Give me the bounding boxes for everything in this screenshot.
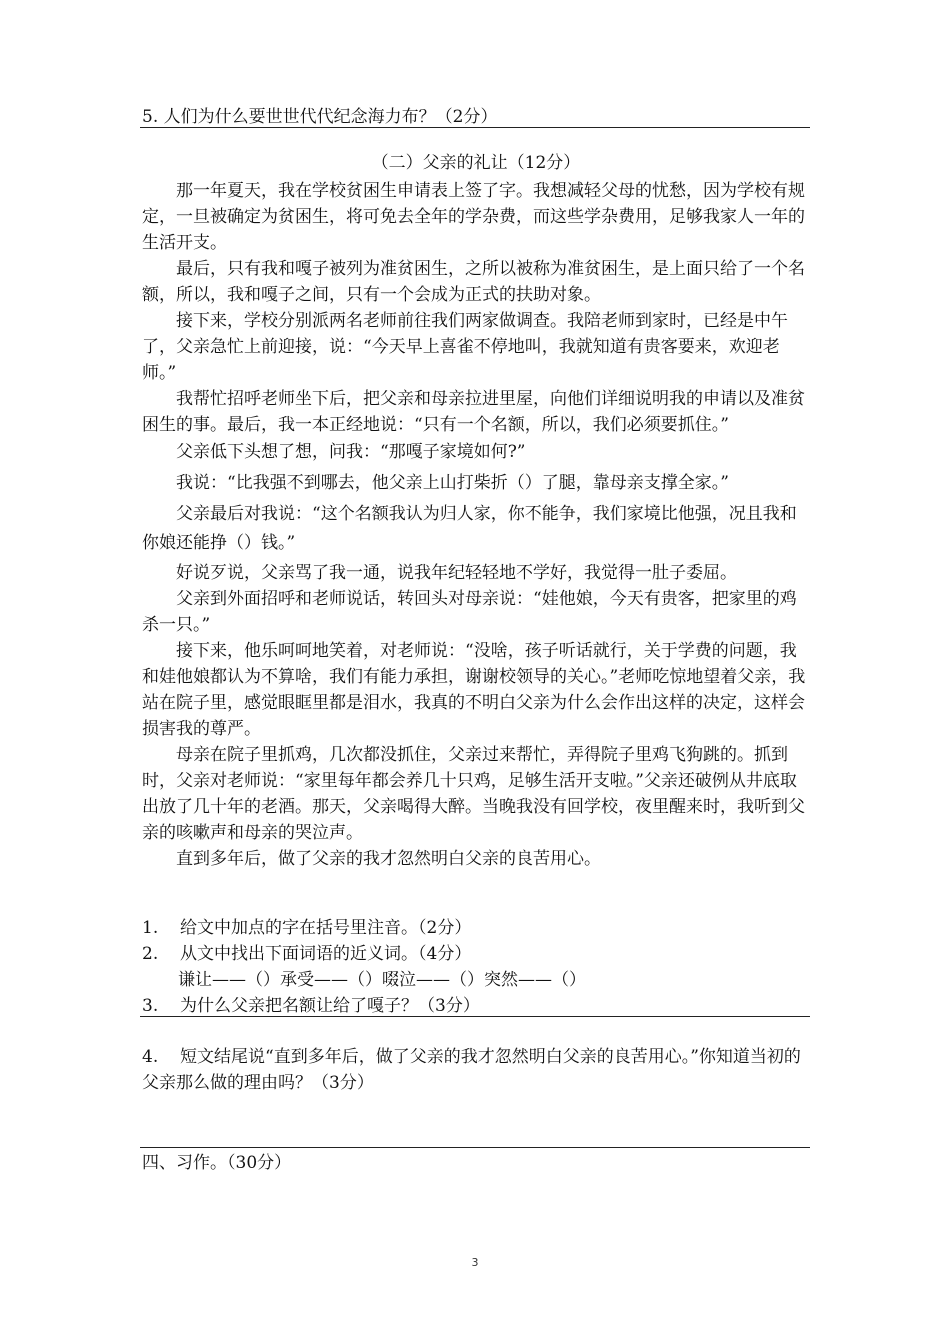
answer-line (140, 1016, 810, 1017)
question-text: 为什么父亲把名额让给了嘎子？（3分） (180, 996, 480, 1016)
passage-body (142, 178, 810, 872)
answer-line (140, 1147, 810, 1148)
paragraph: 我说：“比我强不到哪去，他父亲上山打柴折（）了腿，靠母亲支撑全家。” (176, 473, 729, 493)
paragraph: 那一年夏天，我在学校贫困生申请表上签了字。我想减轻父母的忧愁，因为学校有规定，一旦被确定为贫困生，将可免去全年的学杂费，而这些学杂费用，足够我家人一年的生活开支。 (142, 181, 805, 253)
answer-line (140, 127, 810, 128)
question-number: 1. (142, 918, 159, 938)
question-1 (142, 915, 810, 941)
paragraph: 直到多年后，做了父亲的我才忽然明白父亲的良苦用心。 (176, 849, 601, 869)
synonym-blanks: 谦让——（）承受——（）啜泣——（）突然——（） (178, 970, 586, 990)
part-4-heading: 四、习作。（30分） (142, 1153, 292, 1173)
paragraph: 母亲在院子里抓鸡，几次都没抓住，父亲过来帮忙，弄得院子里鸡飞狗跳的。抓到时，父亲对老师说：“家里每年都会养几十只鸡，足够生活开支啦。”父亲还破例从井底取出放了几十年的老酒。那天，父亲喝得大醉。当晚我没有回学校，夜里醒来时，我听到父亲的咳嗽声和母亲的哭泣声。 (142, 745, 805, 843)
question-number: 2. (142, 944, 159, 964)
question-5: 5. 人们为什么要世世代代纪念海力布？（2分） (142, 107, 498, 127)
question-text: 给文中加点的字在括号里注音。（2分） (180, 918, 472, 938)
question-text: 从文中找出下面词语的近义词。（4分） (180, 944, 472, 964)
paragraph: 父亲到外面招呼和老师说话，转回头对母亲说：“娃他娘，今天有贵客，把家里的鸡杀一只。” (142, 589, 797, 635)
paragraph: 接下来，他乐呵呵地笑着，对老师说：“没啥，孩子听话就行，关于学费的问题，我和娃他娘都认为不算啥，我们有能力承担，谢谢校领导的关心。”老师吃惊地望着父亲，我站在院子里，感觉眼眶里都是泪水，我真的不明白父亲为什么会作出这样的决定，这样会损害我的尊严。 (142, 641, 806, 739)
question-2 (142, 941, 810, 967)
paragraph: 父亲最后对我说：“这个名额我认为归人家，你不能争，我们家境比他强，况且我和你娘还能挣（）钱。” (142, 504, 797, 553)
section-title: （二）父亲的礼让（12分） (371, 153, 581, 173)
page-number: 3 (471, 1256, 479, 1269)
paragraph: 好说歹说，父亲骂了我一通，说我年纪轻轻地不学好，我觉得一肚子委屈。 (176, 563, 737, 583)
paragraph: 最后，只有我和嘎子被列为准贫困生，之所以被称为准贫困生，是上面只给了一个名额，所以，我和嘎子之间，只有一个会成为正式的扶助对象。 (142, 259, 805, 305)
paragraph: 接下来，学校分别派两名老师前往我们两家做调查。我陪老师到家时，已经是中午了，父亲急忙上前迎接，说：“今天早上喜雀不停地叫，我就知道有贵客要来，欢迎老师。” (142, 311, 788, 383)
question-number: 4. (142, 1047, 159, 1067)
questions-block (142, 915, 810, 1019)
question-number: 3. (142, 996, 159, 1016)
paragraph: 我帮忙招呼老师坐下后，把父亲和母亲拉进里屋，向他们详细说明我的申请以及准贫困生的事。最后，我一本正经地说：“只有一个名额，所以，我们必须要抓住。” (142, 389, 805, 435)
question-4 (142, 1044, 810, 1096)
paragraph: 父亲低下头想了想，问我：“那嘎子家境如何?” (176, 442, 526, 462)
question-text: 短文结尾说“直到多年后，做了父亲的我才忽然明白父亲的良苦用心。”你知道当初的父亲那么做的理由吗？（3分） (142, 1047, 801, 1093)
